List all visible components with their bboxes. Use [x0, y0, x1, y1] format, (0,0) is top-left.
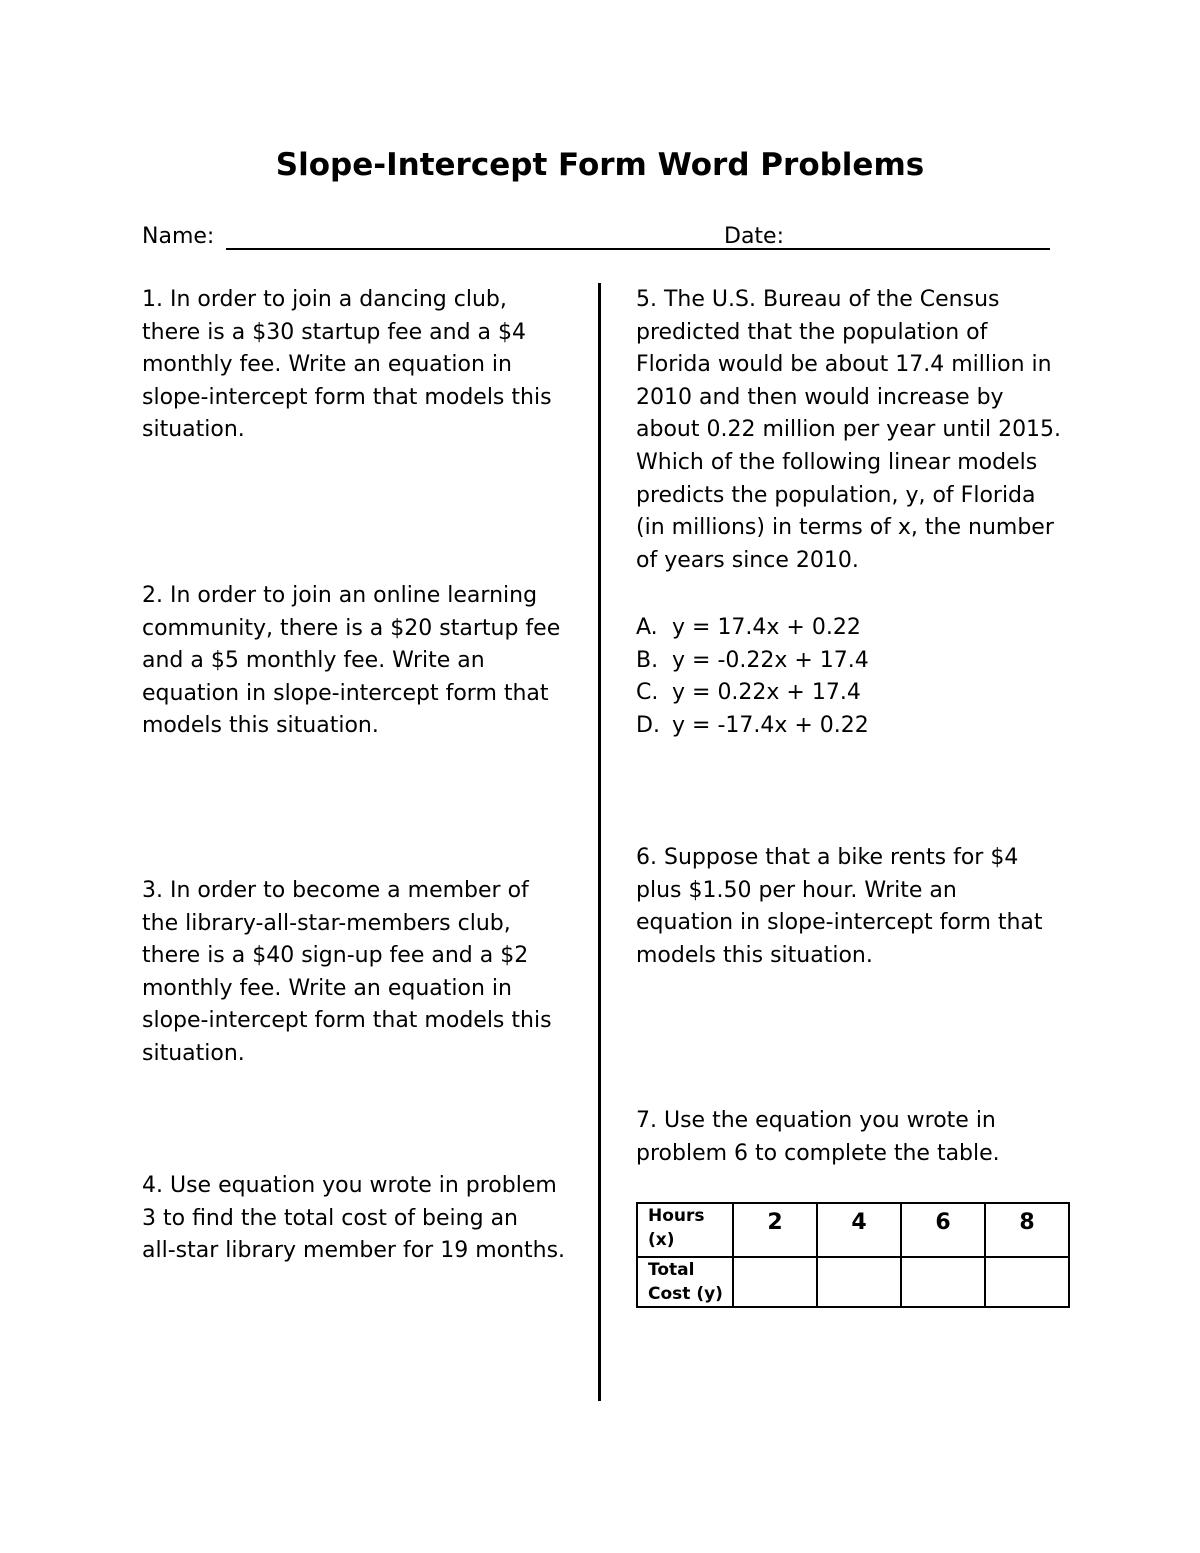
choice-text: y = 0.22x + 17.4 [672, 680, 861, 706]
name-label: Name: [142, 224, 215, 249]
hours-cost-table [636, 1202, 1070, 1308]
choice-b[interactable] [636, 645, 1066, 678]
choice-letter: B. [636, 647, 659, 673]
problem-3: 3. In order to become a member of the library-all-star-members club, there is a $40 sign-up fee and a $2 monthly fee. Write an equation in slope-intercept form that models this situation. [142, 878, 552, 1066]
name-date-row [142, 222, 1052, 254]
problem-7: 7. Use the equation you wrote in problem 6 to complete the table. [636, 1108, 1000, 1166]
choice-a[interactable] [636, 612, 1066, 645]
choice-text: y = 17.4x + 0.22 [672, 615, 861, 640]
hours-row-label: Hours (x) [637, 1203, 733, 1257]
date-field[interactable] [800, 248, 1050, 250]
hours-value: 4 [817, 1203, 901, 1257]
choice-letter: C. [636, 680, 659, 706]
hours-value: 2 [733, 1203, 817, 1257]
problem-2: 2. In order to join an online learning community, there is a $20 startup fee and a $5 monthly fee. Write an equation in slope-intercept form that models this situation. [142, 583, 561, 739]
problem-5: 5. The U.S. Bureau of the Census predicted that the population of Florida would be about 17.4 million in 2010 and then would increase by about 0.22 million per year until 2015. Which of the following linear models predicts the population, y, of Florida (in millions) in terms of x, the number of years since 2010. [636, 287, 1062, 573]
problem-1: 1. In order to join a dancing club, there is a $30 startup fee and a $4 monthly fee. Write an equation in slope-intercept form that models this situation. [142, 287, 552, 443]
column-divider [598, 283, 601, 1401]
hours-value: 8 [985, 1203, 1069, 1257]
problem-5-choices [636, 612, 1066, 742]
table-row-hours [637, 1203, 1069, 1257]
choice-text: y = -17.4x + 0.22 [672, 712, 869, 738]
choice-letter: D. [636, 712, 660, 738]
date-label: Date: [724, 224, 784, 249]
problem-6: 6. Suppose that a bike rents for $4 plus $1.50 per hour. Write an equation in slope-intercept form that models this situation. [636, 845, 1043, 968]
cost-cell[interactable] [901, 1257, 985, 1307]
choice-text: y = -0.22x + 17.4 [672, 647, 869, 673]
cost-cell[interactable] [985, 1257, 1069, 1307]
table-row-cost [637, 1257, 1069, 1307]
cost-cell[interactable] [733, 1257, 817, 1307]
choice-c[interactable] [636, 677, 1066, 710]
hours-value: 6 [901, 1203, 985, 1257]
cost-row-label: Total Cost (y) [637, 1257, 733, 1307]
cost-cell[interactable] [817, 1257, 901, 1307]
choice-letter: A. [636, 615, 658, 640]
problem-4: 4. Use equation you wrote in problem 3 to find the total cost of being an all-star library member for 19 months. [142, 1173, 566, 1264]
page-title: Slope-Intercept Form Word Problems [275, 147, 925, 183]
choice-d[interactable] [636, 710, 1066, 743]
